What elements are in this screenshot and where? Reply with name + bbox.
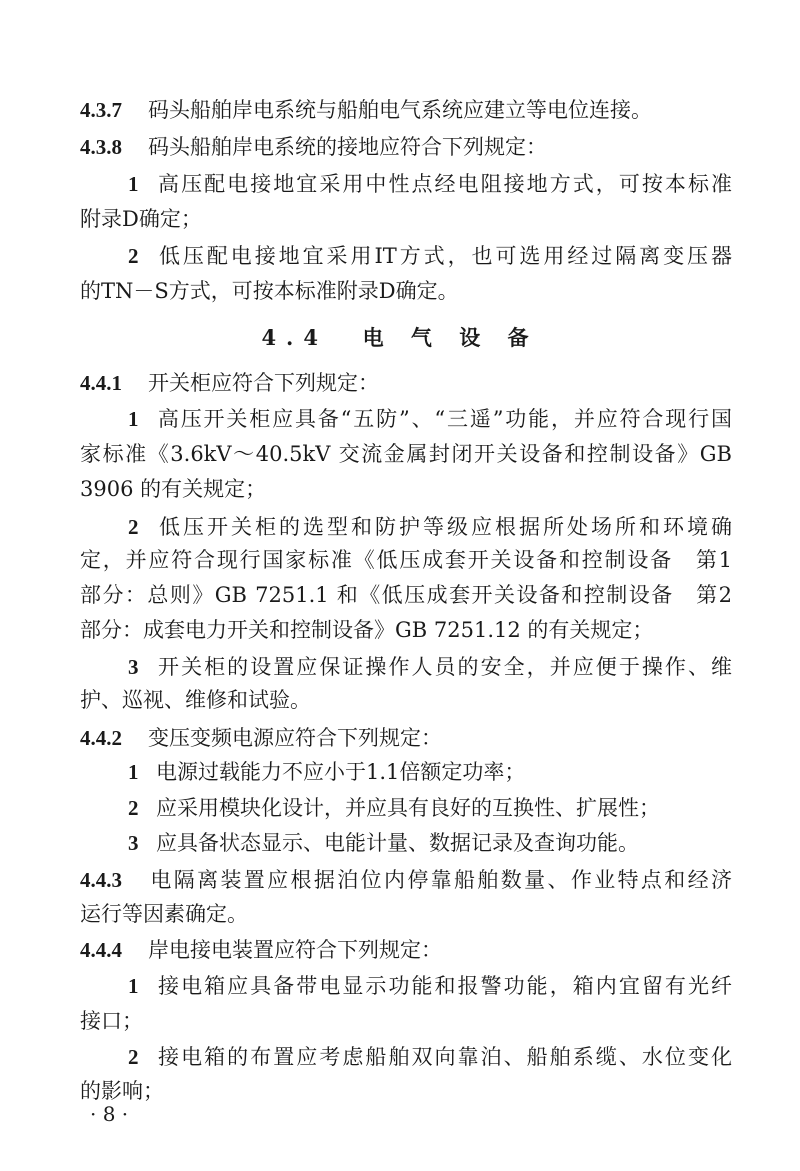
item-line: 的影响； <box>80 1079 164 1103</box>
item-line: 应具备状态显示、电能计量、数据记录及查询功能。 <box>156 831 639 855</box>
item-text <box>128 759 732 785</box>
item-line: 定，并应符合现行国家标准《低压成套开关设备和控制设备 第1 <box>80 548 732 572</box>
section-heading <box>0 322 800 352</box>
clause-4-4-2 <box>80 725 732 751</box>
clause-text: 电隔离装置应根据泊位内停靠船舶数量、作业特点和经济 <box>148 868 732 892</box>
item-text <box>128 795 732 821</box>
item-line: 接电箱应具备带电显示功能和报警功能，箱内宜留有光纤 <box>156 974 732 998</box>
clause-text: 岸电接电装置应符合下列规定： <box>148 938 442 962</box>
item-text <box>128 1044 732 1070</box>
item-number: 2 <box>128 244 139 268</box>
item-line: 附录D确定； <box>80 207 202 231</box>
clause-4-4-4 <box>80 937 732 963</box>
item-text <box>128 654 732 680</box>
item-line: 电源过载能力不应小于1.1倍额定功率； <box>156 760 526 784</box>
clause-text: 开关柜应符合下列规定： <box>148 371 379 395</box>
clause-number: 4.4.1 <box>80 371 122 395</box>
item-text <box>128 406 732 432</box>
clause-4-3-8 <box>80 134 732 160</box>
item-number: 1 <box>128 760 139 784</box>
item-text <box>128 973 732 999</box>
item-line: 部分：成套电力开关和控制设备》GB 7251.12 的有关规定； <box>80 618 654 642</box>
clause-number: 4.4.4 <box>80 938 122 962</box>
item-line: 的TN－S方式，可按本标准附录D确定。 <box>80 279 459 303</box>
item-number: 3 <box>128 831 139 855</box>
item-line: 低压开关柜的选型和防护等级应根据所处场所和环境确 <box>156 515 732 539</box>
item-text <box>128 243 732 269</box>
item-number: 2 <box>128 515 139 539</box>
clause-4-4-1 <box>80 370 732 396</box>
clause-text: 变压变频电源应符合下列规定： <box>148 726 442 750</box>
item-line: 应采用模块化设计，并应具有良好的互换性、扩展性； <box>156 796 660 820</box>
item-number: 1 <box>128 407 139 431</box>
item-line: 3906 的有关规定； <box>80 477 267 501</box>
item-number: 2 <box>128 1045 139 1069</box>
item-line: 低压配电接地宜采用IT方式，也可选用经过隔离变压器 <box>156 244 732 268</box>
item-number: 2 <box>128 796 139 820</box>
item-number: 1 <box>128 172 139 196</box>
item-line: 接电箱的布置应考虑船舶双向靠泊、船舶系缆、水位变化 <box>156 1045 732 1069</box>
item-line: 高压开关柜应具备“五防”、“三遥”功能，并应符合现行国 <box>156 407 732 431</box>
item-line: 接口； <box>80 1009 143 1033</box>
clause-number: 4.4.2 <box>80 726 122 750</box>
clause-number: 4.4.3 <box>80 868 122 892</box>
section-title: 电 气 设 备 <box>362 325 539 350</box>
item-line: 家标准《3.6kV～40.5kV 交流金属封闭开关设备和控制设备》GB <box>80 442 732 466</box>
clause-text: 码头船舶岸电系统与船舶电气系统应建立等电位连接。 <box>148 98 652 122</box>
item-text <box>128 830 732 856</box>
clause-4-3-7 <box>80 97 732 123</box>
clause-text: 码头船舶岸电系统的接地应符合下列规定： <box>148 135 547 159</box>
item-line: 部分：总则》GB 7251.1 和《低压成套开关设备和控制设备 第2 <box>80 583 732 607</box>
clause-number: 4.3.8 <box>80 135 122 159</box>
clause-text: 运行等因素确定。 <box>80 902 248 926</box>
section-number: 4.4 <box>261 325 328 350</box>
item-line: 开关柜的设置应保证操作人员的安全，并应便于操作、维 <box>156 655 732 679</box>
item-number: 1 <box>128 974 139 998</box>
item-text <box>128 171 732 197</box>
clause-4-4-3 <box>80 867 732 893</box>
item-text <box>128 514 732 540</box>
page-number: · 8 · <box>90 1102 129 1126</box>
clause-number: 4.3.7 <box>80 98 122 122</box>
item-line: 护、巡视、维修和试验。 <box>80 688 311 712</box>
item-number: 3 <box>128 655 139 679</box>
item-line: 高压配电接地宜采用中性点经电阻接地方式，可按本标准 <box>156 172 732 196</box>
